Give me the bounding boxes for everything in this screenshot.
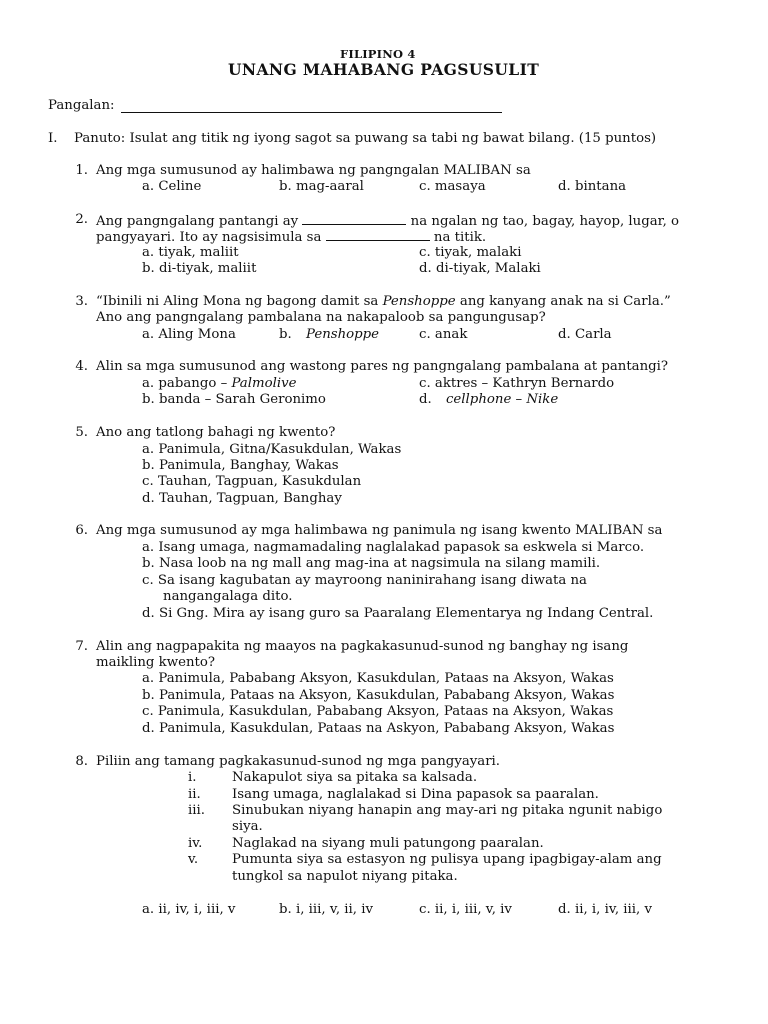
option-d: d. Si Gng. Mira ay isang guro sa Paaralang Elementarya ng Indang Central. [142, 606, 654, 621]
question-number: 7. [75, 639, 88, 654]
option-letter: d. [419, 392, 432, 407]
option-a: a. Panimula, Gitna/Kasukdulan, Wakas [142, 442, 402, 457]
option-a: a. tiyak, maliit [142, 245, 239, 260]
question-number: 2. [75, 212, 88, 227]
question-text: Ano ang pangngalang pambalana na nakapaloob sa pangungusap? [96, 310, 546, 325]
option-c: c. masaya [419, 179, 486, 194]
option-d: d. Carla [558, 327, 612, 342]
brand-name: Palmolive [231, 376, 297, 391]
option-a: a. Celine [142, 179, 202, 194]
option-c-continued: nangangalaga dito. [163, 589, 293, 604]
question-text [96, 228, 486, 246]
option-c: c. tiyak, malaki [419, 245, 522, 260]
option-b: b. Panimula, Banghay, Wakas [142, 458, 339, 473]
option-d: d. bintana [558, 179, 627, 194]
option-a: a. Isang umaga, nagmamadaling naglalakad papasok sa eskwela si Marco. [142, 540, 645, 555]
question-text-part: pangyayari. Ito ay nagsisimula sa [96, 230, 322, 245]
question-text [96, 294, 671, 310]
option-b: b. Panimula, Pataas na Aksyon, Kasukdulan, Pababang Aksyon, Wakas [142, 688, 615, 703]
instructions-text: Panuto: Isulat ang titik ng iyong sagot sa puwang sa tabi ng bawat bilang. (15 puntos) [74, 131, 657, 146]
event-text: Naglakad na siyang muli patungong paaralan. [232, 836, 544, 851]
event-numeral: iv. [188, 836, 203, 851]
option-c: c. anak [419, 327, 468, 342]
option-text: Penshoppe [305, 327, 380, 342]
answer-blank [302, 212, 406, 225]
question-text: Ano ang tatlong bahagi ng kwento? [96, 425, 336, 440]
option-c: c. Panimula, Kasukdulan, Pababang Aksyon, Pataas na Aksyon, Wakas [142, 704, 614, 719]
event-numeral: i. [188, 770, 197, 785]
question-number: 5. [75, 425, 88, 440]
question-number: 8. [75, 754, 88, 769]
option-c: c. ii, i, iii, v, iv [419, 902, 512, 917]
name-field[interactable] [121, 112, 502, 113]
exam-title: UNANG MAHABANG PAGSUSULIT [228, 60, 540, 79]
option-b: b. banda – Sarah Geronimo [142, 392, 326, 407]
question-text: Alin ang nagpapakita ng maayos na pagkakasunud-sunod ng banghay ng isang [96, 639, 629, 654]
event-text: Nakapulot siya sa pitaka sa kalsada. [232, 770, 478, 785]
question-text-part: “Ibinili ni Aling Mona ng bagong damit sa [96, 294, 379, 309]
option-d: d. Tauhan, Tagpuan, Banghay [142, 491, 342, 506]
subject-heading: FILIPINO 4 [340, 47, 416, 61]
option-letter: b. [279, 327, 292, 342]
event-text-continued: siya. [232, 819, 263, 834]
question-text: maikling kwento? [96, 655, 216, 670]
event-numeral: ii. [188, 787, 201, 802]
question-text-part: ang kanyang anak na si Carla.” [459, 294, 671, 309]
option-a: a. ii, iv, i, iii, v [142, 902, 236, 917]
option-c: c. aktres – Kathryn Bernardo [419, 376, 615, 391]
event-text: Isang umaga, naglalakad si Dina papasok sa paaralan. [232, 787, 599, 802]
event-numeral: v. [188, 852, 199, 867]
question-number: 3. [75, 294, 88, 309]
option-b: b. Nasa loob na ng mall ang mag-ina at nagsimula na silang mamili. [142, 556, 601, 571]
question-text: Piliin ang tamang pagkakasunud-sunod ng mga pangyayari. [96, 754, 501, 769]
event-numeral: iii. [188, 803, 205, 818]
event-text: Sinubukan niyang hanapin ang may-ari ng pitaka ngunit nabigo [232, 803, 663, 818]
option-a: a. Aling Mona [142, 327, 236, 342]
name-label: Pangalan: [48, 98, 115, 113]
option-a: a. Panimula, Pababang Aksyon, Kasukdulan, Pataas na Aksyon, Wakas [142, 671, 614, 686]
option-c: c. Sa isang kagubatan ay mayroong naninirahang isang diwata na [142, 573, 587, 588]
brand-name: Penshoppe [382, 294, 456, 309]
question-text-part: na ngalan ng tao, bagay, hayop, lugar, o [410, 214, 680, 229]
option-text: cellphone – Nike [445, 392, 559, 407]
question-number: 6. [75, 523, 88, 538]
option-b [279, 327, 379, 343]
section-number: I. [48, 131, 58, 146]
option-text: a. pabango – [142, 376, 228, 391]
question-text: Alin sa mga sumusunod ang wastong pares ng pangngalang pambalana at pantangi? [96, 359, 669, 374]
question-number: 4. [75, 359, 88, 374]
option-b: b. di-tiyak, maliit [142, 261, 257, 276]
option-a [142, 376, 296, 392]
option-c: c. Tauhan, Tagpuan, Kasukdulan [142, 474, 362, 489]
question-number: 1. [75, 163, 88, 178]
option-b: b. i, iii, v, ii, iv [279, 902, 373, 917]
event-text-continued: tungkol sa napulot niyang pitaka. [232, 869, 458, 884]
question-text: Ang mga sumusunod ay mga halimbawa ng panimula ng isang kwento MALIBAN sa [96, 523, 663, 538]
option-b: b. mag-aaral [279, 179, 364, 194]
option-d [419, 392, 558, 408]
option-d: d. ii, i, iv, iii, v [558, 902, 652, 917]
event-text: Pumunta siya sa estasyon ng pulisya upang ipagbigay-alam ang [232, 852, 662, 867]
answer-blank [326, 228, 430, 241]
question-text-part: na titik. [433, 230, 487, 245]
option-d: d. di-tiyak, Malaki [419, 261, 541, 276]
question-text: Ang mga sumusunod ay halimbawa ng pangngalan MALIBAN sa [96, 163, 531, 178]
question-text-part: Ang pangngalang pantangi ay [96, 214, 299, 229]
option-d: d. Panimula, Kasukdulan, Pataas na Askyon, Pababang Aksyon, Wakas [142, 721, 615, 736]
